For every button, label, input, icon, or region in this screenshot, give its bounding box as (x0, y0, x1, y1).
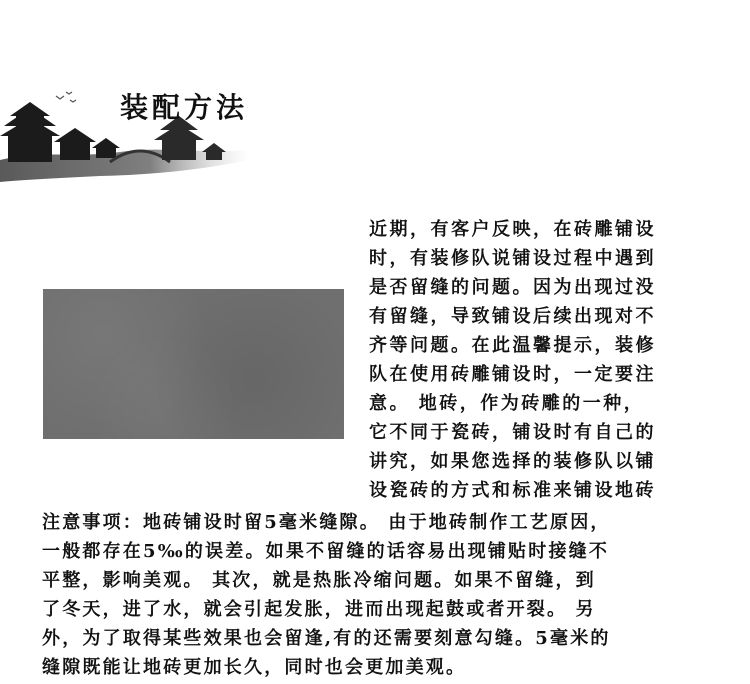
tile-photo (43, 289, 344, 439)
paragraph-line: 时，有装修队说铺设过程中遇到 (369, 248, 656, 269)
paragraph-line: 缝隙既能让地砖更加长久，同时也会更加美观。 (42, 657, 467, 678)
paragraph-line: 意。 地砖，作为砖雕的一种， (369, 393, 645, 414)
paragraph-line: 齐等问题。在此温馨提示，装修 (369, 335, 656, 356)
paragraph-line: 它不同于瓷砖，铺设时有自己的 (369, 422, 656, 443)
paragraph-line: 了冬天，进了水，就会引起发胀，进而出现起鼓或者开裂。 另 (42, 599, 596, 620)
paragraph-line: 讲究，如果您选择的装修队以铺 (369, 451, 656, 472)
paragraph-line: 一般都存在5‰的误差。如果不留缝的话容易出现铺贴时接缝不 (42, 541, 610, 562)
paragraph-line: 有留缝，导致铺设后续出现对不 (369, 306, 656, 327)
paragraph-line: 设瓷砖的方式和标准来铺设地砖 (369, 480, 656, 501)
paragraph-line: 外，为了取得某些效果也会留逢,有的还需要刻意勾缝。5毫米的 (42, 628, 611, 649)
paragraph-line: 注意事项：地砖铺设时留5毫米缝隙。 由于地砖制作工艺原因， (42, 512, 611, 533)
section-title: 装配方法 (120, 91, 249, 124)
paragraph-line: 队在使用砖雕铺设时，一定要注 (369, 364, 656, 385)
paragraph-line: 平整，影响美观。 其次，就是热胀冷缩问题。如果不留缝，到 (42, 570, 596, 591)
paragraph-line: 是否留缝的问题。因为出现过没 (369, 277, 656, 298)
paragraph-line: 近期，有客户反映，在砖雕铺设 (369, 219, 656, 240)
